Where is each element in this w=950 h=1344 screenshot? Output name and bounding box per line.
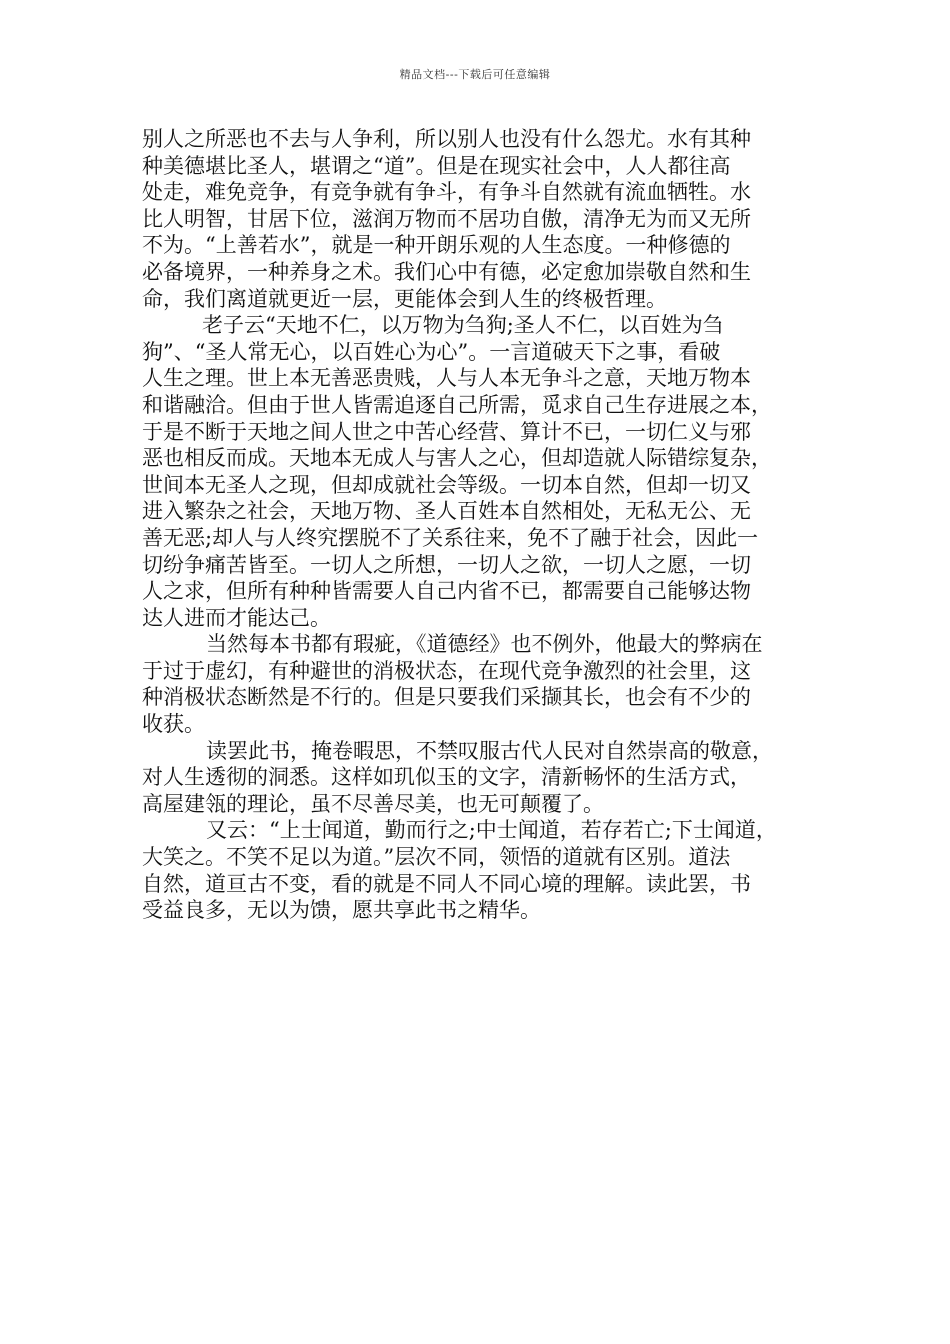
paragraph-line: 读罢此书，掩卷暇思，不禁叹服古代人民对自然崇高的敬意，: [206, 738, 773, 763]
paragraph-line: 达人进而才能达己。: [142, 605, 331, 630]
paragraph-line: 受益良多，无以为馈，愿共享此书之精华。: [142, 898, 541, 923]
paragraph-line: 高屋建瓴的理论，虽不尽善尽美，也无可颠覆了。: [142, 791, 604, 816]
paragraph-line: 当然每本书都有瑕疵，《道德经》也不例外，他最大的弊病在: [206, 632, 763, 657]
paragraph-line: 老子云“天地不仁，以万物为刍狗;圣人不仁，以百姓为刍: [202, 313, 724, 338]
page-header: 精品文档---下载后可任意编辑: [399, 68, 551, 81]
paragraph-line: 必备境界，一种养身之术。我们心中有德，必定愈加崇敬自然和生: [142, 259, 751, 284]
paragraph-line: 大笑之。不笑不足以为道。”层次不同，领悟的道就有区别。道法: [142, 845, 731, 870]
paragraph: [142, 738, 814, 818]
paragraph-line: 又云：“上士闻道，勤而行之;中士闻道，若存若亡;下士闻道，: [206, 818, 777, 843]
paragraph-line: 进入繁杂之社会，天地万物、圣人百姓本自然相处，无私无公、无: [142, 499, 751, 524]
paragraph-line: 别人之所恶也不去与人争利，所以别人也没有什么怨尤。水有其种: [142, 127, 751, 151]
paragraph: [142, 817, 814, 923]
paragraph-line: 不为。“上善若水”，就是一种开朗乐观的人生态度。一种修德的: [142, 233, 731, 258]
paragraph: [142, 631, 814, 737]
paragraph-line: 切纷争痛苦皆至。一切人之所想，一切人之欲，一切人之愿，一切: [142, 552, 751, 577]
paragraph-line: 自然，道亘古不变，看的就是不同人不同心境的理解。读此罢，书: [142, 871, 751, 896]
paragraph-line: 处走，难免竞争，有竞争就有争斗，有争斗自然就有流血牺牲。水: [142, 180, 751, 205]
paragraph: [142, 312, 814, 631]
paragraph-line: 种消极状态断然是不行的。但是只要我们采撷其长，也会有不少的: [142, 685, 751, 710]
paragraph-line: 收获。: [142, 712, 205, 737]
paragraph-line: 恶也相反而成。天地本无成人与害人之心，但却造就人际错综复杂，: [142, 446, 772, 471]
paragraph-line: 比人明智，甘居下位，滋润万物而不居功自傲，清净无为而又无所: [142, 206, 751, 231]
paragraph-line: 善无恶;却人与人终究摆脱不了关系往来，免不了融于社会，因此一: [142, 525, 759, 550]
paragraph-line: 于是不断于天地之间人世之中苦心经营、算计不已，一切仁义与邪: [142, 419, 751, 444]
paragraph-line: 和谐融洽。但由于世人皆需追逐自己所需，觅求自己生存进展之本，: [142, 392, 772, 417]
paragraph-line: 世间本无圣人之现，但却成就社会等级。一切本自然，但却一切又: [142, 472, 751, 497]
paragraph-line: 狗”、“圣人常无心，以百姓心为心”。一言道破天下之事，看破: [142, 339, 721, 364]
paragraph: [142, 126, 814, 312]
document-body: [142, 126, 814, 924]
paragraph-line: 人之求，但所有种种皆需要人自己内省不已，都需要自己能够达物: [142, 579, 751, 604]
paragraph-line: 对人生透彻的洞悉。这样如玑似玉的文字，清新畅怀的生活方式，: [142, 765, 751, 790]
paragraph-line: 人生之理。世上本无善恶贵贱，人与人本无争斗之意，天地万物本: [142, 366, 751, 391]
paragraph-line: 种美德堪比圣人，堪谓之“道”。但是在现实社会中，人人都往高: [142, 153, 731, 178]
paragraph-line: 命，我们离道就更近一层，更能体会到人生的终极哲理。: [142, 286, 667, 311]
paragraph-line: 于过于虚幻，有种避世的消极状态，在现代竞争激烈的社会里，这: [142, 658, 751, 683]
